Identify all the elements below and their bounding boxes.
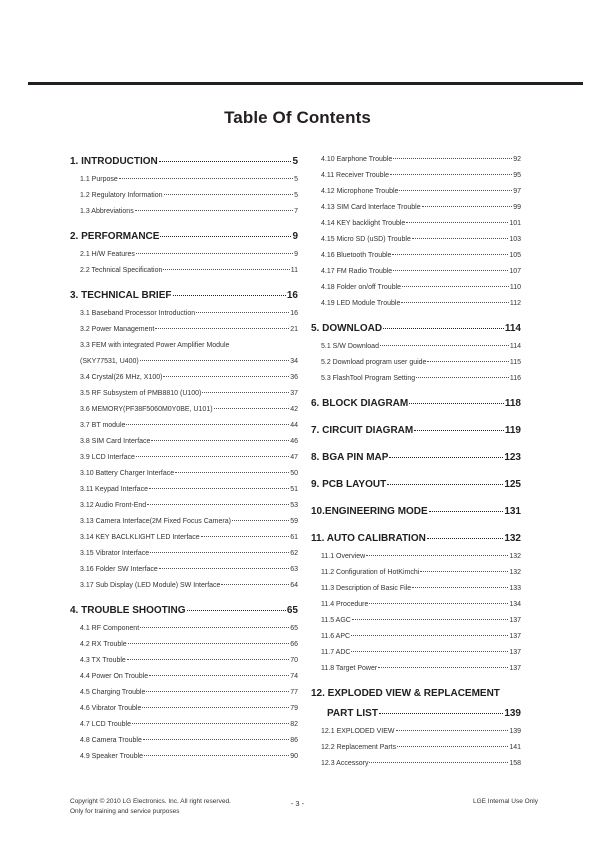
toc-entry-title: 11.5 AGC — [321, 617, 351, 624]
toc-entry-title: 3.17 Sub Display (LED Module) SW Interface — [80, 582, 221, 589]
toc-entry[interactable] — [311, 371, 521, 387]
toc-section-entry[interactable] — [311, 394, 521, 414]
toc-page-number: 77 — [290, 689, 298, 696]
toc-page-number: 137 — [509, 665, 521, 672]
dot-leader — [187, 610, 286, 611]
footer-training-note: Only for training and service purposes — [70, 808, 180, 815]
toc-section-entry[interactable] — [311, 421, 521, 441]
dot-leader — [393, 158, 512, 159]
dot-leader — [159, 161, 292, 162]
toc-entry[interactable] — [70, 263, 298, 279]
toc-entry-title: 4.10 Earphone Trouble — [321, 156, 393, 163]
toc-page-number: 63 — [290, 566, 298, 573]
dot-leader — [416, 377, 509, 378]
toc-entry[interactable] — [70, 578, 298, 594]
dot-leader — [406, 222, 508, 223]
toc-section-entry[interactable] — [70, 286, 298, 306]
toc-page-number: 132 — [509, 553, 521, 560]
toc-page-number: 119 — [504, 425, 521, 436]
toc-page-number: 92 — [513, 156, 521, 163]
dot-leader — [140, 360, 289, 361]
toc-entry-title: 3.16 Folder SW Interface — [80, 566, 158, 573]
toc-entry-title: 12.2 Replacement Parts — [321, 744, 397, 751]
toc-entry[interactable] — [70, 669, 298, 685]
toc-entry[interactable] — [70, 306, 298, 322]
toc-entry[interactable] — [311, 200, 521, 216]
toc-section-entry[interactable] — [70, 227, 298, 247]
toc-entry-title: 11. AUTO CALIBRATION — [311, 533, 426, 544]
toc-page-number: 139 — [504, 708, 521, 719]
dot-leader — [126, 424, 289, 425]
toc-section-entry[interactable] — [311, 684, 521, 704]
toc-entry-title: 12.3 Accessory — [321, 760, 369, 767]
toc-entry-title: 6. BLOCK DIAGRAM — [311, 398, 409, 409]
toc-entry[interactable] — [70, 354, 298, 370]
dot-leader — [396, 730, 509, 731]
toc-entry-title: 5.2 Download program user guide — [321, 359, 427, 366]
toc-section-entry[interactable] — [311, 704, 521, 724]
toc-entry-title: 5.1 S/W Download — [321, 343, 379, 350]
toc-entry[interactable] — [70, 530, 298, 546]
footer-internal-use: LGE Internal Use Only — [472, 798, 538, 805]
dot-leader — [149, 488, 289, 489]
toc-page-number: 86 — [290, 737, 298, 744]
toc-right-column — [311, 152, 521, 772]
toc-page-number: 114 — [509, 343, 521, 350]
toc-page-number: 44 — [290, 422, 298, 429]
toc-entry[interactable] — [70, 685, 298, 701]
toc-page-number: 95 — [513, 172, 521, 179]
dot-leader — [397, 746, 508, 747]
toc-page-number: 97 — [513, 188, 521, 195]
toc-page-number: 114 — [504, 323, 521, 334]
toc-page-number: 9 — [294, 251, 298, 258]
toc-entry-title: PART LIST — [327, 708, 378, 719]
toc-entry-title: 3.14 KEY BACLKLIGHT LED Interface — [80, 534, 200, 541]
toc-page-number: 115 — [509, 359, 521, 366]
dot-leader — [221, 584, 289, 585]
toc-entry-title: 4.3 TX Trouble — [80, 657, 126, 664]
toc-entry[interactable] — [70, 322, 298, 338]
dot-leader — [132, 723, 289, 724]
toc-entry[interactable] — [70, 514, 298, 530]
toc-entry[interactable] — [70, 562, 298, 578]
toc-entry[interactable] — [311, 339, 521, 355]
toc-entry-title: 3.7 BT module — [80, 422, 126, 429]
toc-page-number: 123 — [504, 452, 521, 463]
dot-leader — [128, 643, 290, 644]
dot-leader — [392, 254, 508, 255]
toc-section-entry[interactable] — [311, 319, 521, 339]
toc-section-entry[interactable] — [70, 601, 298, 621]
toc-page-number: 137 — [509, 649, 521, 656]
dot-leader — [147, 504, 289, 505]
toc-page-number: 110 — [509, 284, 521, 291]
section-gap — [311, 522, 521, 529]
toc-entry-title: 4.5 Charging Trouble — [80, 689, 146, 696]
dot-leader — [369, 603, 508, 604]
dot-leader — [379, 713, 503, 714]
toc-entry[interactable] — [311, 168, 521, 184]
toc-entry-title: 3.2 Power Management — [80, 326, 155, 333]
toc-entry[interactable] — [70, 370, 298, 386]
toc-entry[interactable] — [70, 701, 298, 717]
toc-entry[interactable] — [70, 338, 298, 354]
toc-entry-title: 3.10 Battery Charger Interface — [80, 470, 175, 477]
dot-leader — [173, 295, 286, 296]
toc-page-number: 112 — [509, 300, 521, 307]
toc-page-number: 131 — [504, 506, 521, 517]
toc-entry-title: 1.2 Regulatory Information — [80, 192, 163, 199]
toc-page-number: 5 — [294, 176, 298, 183]
dot-leader — [146, 691, 289, 692]
dot-leader — [420, 571, 508, 572]
toc-entry[interactable] — [311, 296, 521, 312]
toc-entry-title: 3.8 SIM Card Interface — [80, 438, 151, 445]
toc-entry[interactable] — [311, 740, 521, 756]
dot-leader — [163, 269, 289, 270]
dot-leader — [201, 536, 290, 537]
dot-leader — [127, 659, 289, 660]
toc-page-number: 79 — [290, 705, 298, 712]
toc-entry[interactable] — [70, 733, 298, 749]
section-gap — [311, 312, 521, 319]
section-gap — [311, 387, 521, 394]
dot-leader — [427, 538, 503, 539]
dot-leader — [163, 376, 289, 377]
toc-entry[interactable] — [70, 188, 298, 204]
dot-leader — [136, 456, 289, 457]
dot-leader — [143, 739, 289, 740]
toc-entry-title: 10.ENGINEERING MODE — [311, 506, 428, 517]
toc-page-number: 103 — [509, 236, 521, 243]
toc-page-number: 133 — [509, 585, 521, 592]
toc-page-number: 53 — [290, 502, 298, 509]
section-gap — [70, 594, 298, 601]
toc-entry[interactable] — [70, 466, 298, 482]
dot-leader — [196, 312, 289, 313]
toc-entry-title: 4.12 Microphone Trouble — [321, 188, 399, 195]
toc-section-entry[interactable] — [311, 475, 521, 495]
toc-entry-title: 4.2 RX Trouble — [80, 641, 127, 648]
dot-leader — [135, 210, 293, 211]
toc-entry-title: 9. PCB LAYOUT — [311, 479, 387, 490]
toc-section-entry[interactable] — [70, 152, 298, 172]
toc-entry[interactable] — [311, 629, 521, 645]
dot-leader — [175, 472, 289, 473]
toc-entry-title: 4.18 Folder on/off Trouble — [321, 284, 402, 291]
toc-entry-title: 11.8 Target Power — [321, 665, 378, 672]
toc-entry[interactable] — [70, 386, 298, 402]
dot-leader — [352, 619, 508, 620]
toc-entry[interactable] — [70, 172, 298, 188]
toc-entry-title: 3.13 Camera Interface(2M Fixed Focus Camera) — [80, 518, 231, 525]
toc-entry-title: 4.4 Power On Trouble — [80, 673, 149, 680]
toc-entry[interactable] — [311, 565, 521, 581]
toc-page-number: 37 — [290, 390, 298, 397]
toc-entry-title: 2.2 Technical Specification — [80, 267, 163, 274]
toc-page-number: 51 — [290, 486, 298, 493]
toc-page-number: 132 — [504, 533, 521, 544]
toc-page-number: 105 — [509, 252, 521, 259]
section-gap — [311, 677, 521, 684]
toc-page-number: 66 — [290, 641, 298, 648]
toc-page-number: 5 — [292, 156, 298, 167]
dot-leader — [401, 302, 508, 303]
toc-page-number: 59 — [290, 518, 298, 525]
toc-page-number: 90 — [290, 753, 298, 760]
toc-entry-title: 1.3 Abbreviations — [80, 208, 134, 215]
dot-leader — [414, 430, 504, 431]
toc-page-number: 21 — [290, 326, 298, 333]
toc-page-number: 116 — [509, 375, 521, 382]
toc-entry-title: 4.13 SIM Card Interface Trouble — [321, 204, 421, 211]
toc-section-entry[interactable] — [311, 448, 521, 468]
toc-entry[interactable] — [311, 597, 521, 613]
toc-entry-title: 3.15 Vibrator Interface — [80, 550, 150, 557]
dot-leader — [402, 286, 509, 287]
dot-leader — [232, 520, 289, 521]
toc-entry-title: 3.5 RF Subsystem of PMB8810 (U100) — [80, 390, 202, 397]
toc-entry-title: 4. TROUBLE SHOOTING — [70, 605, 186, 616]
toc-entry-title: 3.12 Audio Front-End — [80, 502, 147, 509]
dot-leader — [409, 403, 504, 404]
toc-entry[interactable] — [70, 717, 298, 733]
toc-page-number: 141 — [509, 744, 521, 751]
section-gap — [311, 468, 521, 475]
toc-page-number: 34 — [290, 358, 298, 365]
toc-page-number: 139 — [509, 728, 521, 735]
dot-leader — [366, 555, 508, 556]
toc-entry-title: 12. EXPLODED VIEW & REPLACEMENT — [311, 688, 500, 699]
toc-page-number: 62 — [290, 550, 298, 557]
toc-entry-title: 4.16 Bluetooth Trouble — [321, 252, 392, 259]
toc-entry[interactable] — [311, 724, 521, 740]
toc-entry-title: 4.14 KEY backlight Trouble — [321, 220, 406, 227]
dot-leader — [412, 238, 508, 239]
toc-entry[interactable] — [70, 402, 298, 418]
dot-leader — [202, 392, 289, 393]
toc-entry[interactable] — [70, 621, 298, 637]
dot-leader — [214, 408, 290, 409]
toc-page-number: 137 — [509, 633, 521, 640]
toc-entry[interactable] — [311, 756, 521, 772]
dot-leader — [427, 361, 508, 362]
dot-leader — [387, 484, 503, 485]
toc-entry-title: 3.6 MEMORY(PF38F5060M0Y0BE, U101) — [80, 406, 213, 413]
footer-page-number: - 3 - — [290, 799, 305, 808]
toc-entry[interactable] — [311, 280, 521, 296]
dot-leader — [159, 568, 289, 569]
toc-entry[interactable] — [311, 248, 521, 264]
toc-section-entry[interactable] — [311, 529, 521, 549]
dot-leader — [164, 194, 294, 195]
toc-entry-title: 11.7 ADC — [321, 649, 351, 656]
toc-page-number: 64 — [290, 582, 298, 589]
toc-entry-title: 8. BGA PIN MAP — [311, 452, 389, 463]
dot-leader — [151, 440, 289, 441]
toc-entry-title: 5. DOWNLOAD — [311, 323, 383, 334]
dot-leader — [149, 675, 289, 676]
toc-page-number: 61 — [290, 534, 298, 541]
toc-entry-title: 3.1 Baseband Processor Introduction — [80, 310, 196, 317]
dot-leader — [160, 236, 291, 237]
toc-entry[interactable] — [70, 450, 298, 466]
toc-entry-title: 3.3 FEM with integrated Power Amplifier Module — [80, 342, 230, 349]
toc-entry-title: 11.2 Configuration of HotKimchi — [321, 569, 420, 576]
toc-left-column — [70, 152, 298, 765]
toc-page-number: 101 — [509, 220, 521, 227]
toc-entry-title: 2.1 H/W Features — [80, 251, 135, 258]
toc-entry[interactable] — [70, 637, 298, 653]
toc-entry-title: 1. INTRODUCTION — [70, 156, 158, 167]
toc-entry[interactable] — [311, 216, 521, 232]
toc-entry-title: 3. TECHNICAL BRIEF — [70, 290, 172, 301]
dot-leader — [142, 707, 289, 708]
dot-leader — [136, 253, 293, 254]
toc-page-number: 70 — [290, 657, 298, 664]
toc-page-number: 132 — [509, 569, 521, 576]
toc-entry[interactable] — [70, 498, 298, 514]
top-rule — [28, 82, 583, 85]
toc-entry-title: 4.1 RF Component — [80, 625, 140, 632]
toc-page-number: 137 — [509, 617, 521, 624]
toc-entry-title: 1.1 Purpose — [80, 176, 118, 183]
toc-page-number: 46 — [290, 438, 298, 445]
toc-entry-title: 3.11 Keypad Interface — [80, 486, 148, 493]
dot-leader — [140, 627, 289, 628]
dot-leader — [150, 552, 289, 553]
toc-page-number: 118 — [504, 398, 521, 409]
toc-page-number: 65 — [286, 605, 298, 616]
toc-entry[interactable] — [311, 152, 521, 168]
toc-entry-title: 4.6 Vibrator Trouble — [80, 705, 142, 712]
toc-entry-title: 11.6 APC — [321, 633, 351, 640]
dot-leader — [399, 190, 512, 191]
toc-entry-title: 4.7 LCD Trouble — [80, 721, 131, 728]
toc-entry[interactable] — [70, 418, 298, 434]
section-gap — [311, 441, 521, 448]
toc-entry-title: 11.1 Overview — [321, 553, 366, 560]
toc-page-number: 158 — [509, 760, 521, 767]
toc-entry-title: 4.17 FM Radio Trouble — [321, 268, 393, 275]
toc-entry-title: 4.19 LED Module Trouble — [321, 300, 401, 307]
toc-page-number: 50 — [290, 470, 298, 477]
toc-entry-title: 3.4 Crystal(26 MHz, X100) — [80, 374, 163, 381]
dot-leader — [389, 457, 503, 458]
toc-page-number: 36 — [290, 374, 298, 381]
toc-entry[interactable] — [70, 653, 298, 669]
toc-entry-title: 2. PERFORMANCE — [70, 231, 160, 242]
toc-page-number: 99 — [513, 204, 521, 211]
toc-entry-title: (SKY77531, U400) — [80, 358, 139, 365]
toc-page-number: 7 — [294, 208, 298, 215]
toc-page-number: 11 — [290, 267, 298, 274]
dot-leader — [412, 587, 508, 588]
toc-page-number: 107 — [509, 268, 521, 275]
dot-leader — [378, 667, 508, 668]
toc-page-number: 16 — [286, 290, 298, 301]
toc-page-number: 47 — [290, 454, 298, 461]
toc-page-number: 74 — [290, 673, 298, 680]
dot-leader — [393, 270, 508, 271]
dot-leader — [422, 206, 513, 207]
toc-entry[interactable] — [70, 749, 298, 765]
dot-leader — [369, 762, 508, 763]
toc-page-number: 5 — [294, 192, 298, 199]
section-gap — [311, 414, 521, 421]
dot-leader — [383, 328, 504, 329]
dot-leader — [351, 635, 508, 636]
toc-entry-title: 4.11 Receiver Trouble — [321, 172, 389, 179]
dot-leader — [351, 651, 508, 652]
toc-entry[interactable] — [70, 434, 298, 450]
dot-leader — [119, 178, 293, 179]
dot-leader — [144, 755, 289, 756]
section-gap — [70, 279, 298, 286]
toc-entry[interactable] — [311, 264, 521, 280]
toc-entry[interactable] — [70, 247, 298, 263]
section-gap — [311, 495, 521, 502]
toc-page-number: 16 — [290, 310, 298, 317]
footer-copyright: Copyright © 2010 LG Electronics. Inc. All right reserved. — [70, 798, 231, 805]
dot-leader — [429, 511, 504, 512]
page-title: Table Of Contents — [224, 108, 371, 127]
toc-entry-title: 4.9 Speaker Trouble — [80, 753, 144, 760]
toc-entry[interactable] — [311, 184, 521, 200]
toc-page-number: 42 — [290, 406, 298, 413]
toc-entry-title: 4.8 Camera Trouble — [80, 737, 142, 744]
toc-entry[interactable] — [311, 549, 521, 565]
toc-entry[interactable] — [70, 204, 298, 220]
toc-page-number: 82 — [290, 721, 298, 728]
toc-entry-title: 4.15 Micro SD (uSD) Trouble — [321, 236, 411, 243]
toc-entry[interactable] — [311, 645, 521, 661]
dot-leader — [380, 345, 509, 346]
toc-page-number: 9 — [292, 231, 298, 242]
toc-entry[interactable] — [70, 482, 298, 498]
toc-entry-title: 7. CIRCUIT DIAGRAM — [311, 425, 414, 436]
toc-page-number: 125 — [504, 479, 521, 490]
section-gap — [70, 220, 298, 227]
toc-entry[interactable] — [311, 581, 521, 597]
toc-entry-title: 11.4 Procedure — [321, 601, 369, 608]
toc-entry-title: 11.3 Description of Basic File — [321, 585, 412, 592]
toc-entry[interactable] — [311, 355, 521, 371]
toc-page-number: 65 — [290, 625, 298, 632]
dot-leader — [155, 328, 289, 329]
toc-entry[interactable] — [311, 661, 521, 677]
toc-entry-title: 3.9 LCD Interface — [80, 454, 135, 461]
dot-leader — [390, 174, 512, 175]
toc-entry-title: 12.1 EXPLODED VIEW — [321, 728, 395, 735]
toc-entry[interactable] — [311, 613, 521, 629]
toc-page-number: 134 — [509, 601, 521, 608]
toc-entry-title: 5.3 FlashTool Program Setting — [321, 375, 416, 382]
toc-entry[interactable] — [70, 546, 298, 562]
toc-section-entry[interactable] — [311, 502, 521, 522]
toc-entry[interactable] — [311, 232, 521, 248]
